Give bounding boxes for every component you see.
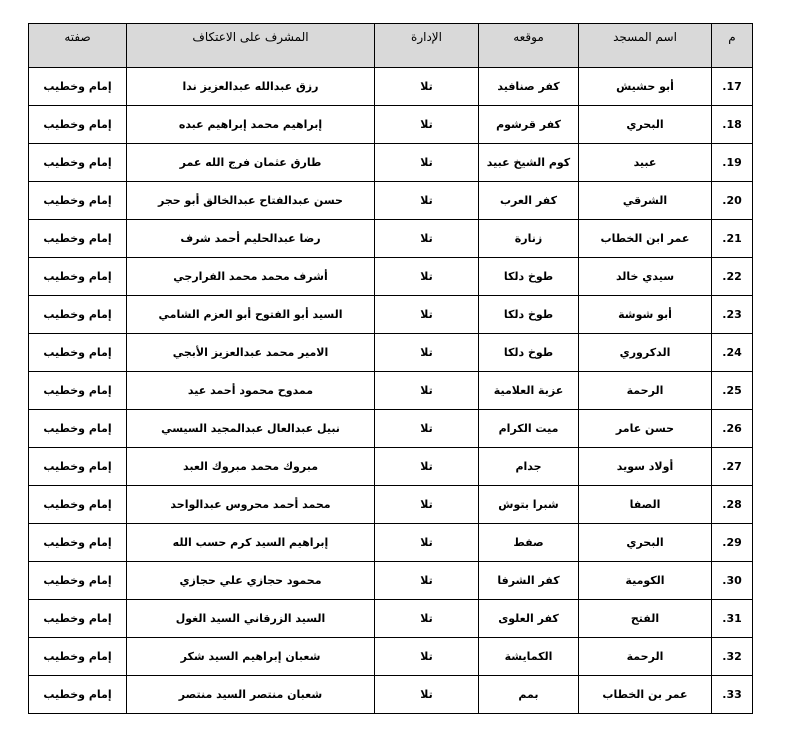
row-number: 28. <box>712 486 753 524</box>
row-number: 24. <box>712 334 753 372</box>
mosque-location: الكمايشة <box>479 638 579 676</box>
row-number: 21. <box>712 220 753 258</box>
table-row <box>29 676 753 714</box>
administration: تلا <box>375 676 479 714</box>
supervisor-role: إمام وخطيب <box>29 144 127 182</box>
mosques-table <box>28 23 753 714</box>
administration: تلا <box>375 562 479 600</box>
supervisor-name: شعبان إبراهيم السيد شكر <box>127 638 375 676</box>
supervisor-role: إمام وخطيب <box>29 106 127 144</box>
mosque-name: سيدي خالد <box>579 258 712 296</box>
mosque-location: زنارة <box>479 220 579 258</box>
row-number: 30. <box>712 562 753 600</box>
supervisor-role: إمام وخطيب <box>29 68 127 106</box>
supervisor-name: مبروك محمد مبروك العبد <box>127 448 375 486</box>
mosque-name: أبو شوشة <box>579 296 712 334</box>
row-number: 31. <box>712 600 753 638</box>
mosque-location: كفر العرب <box>479 182 579 220</box>
header-location: موقعه <box>479 24 579 68</box>
header-administration: الإدارة <box>375 24 479 68</box>
administration: تلا <box>375 638 479 676</box>
table-row <box>29 638 753 676</box>
administration: تلا <box>375 296 479 334</box>
mosque-location: بمم <box>479 676 579 714</box>
supervisor-role: إمام وخطيب <box>29 486 127 524</box>
administration: تلا <box>375 334 479 372</box>
header-num: م <box>712 24 753 68</box>
administration: تلا <box>375 486 479 524</box>
table-row <box>29 448 753 486</box>
table-row <box>29 486 753 524</box>
mosque-name: البحري <box>579 106 712 144</box>
mosque-location: كوم الشيخ عبيد <box>479 144 579 182</box>
supervisor-role: إمام وخطيب <box>29 600 127 638</box>
administration: تلا <box>375 410 479 448</box>
mosque-location: كفر صنافيد <box>479 68 579 106</box>
row-number: 18. <box>712 106 753 144</box>
row-number: 23. <box>712 296 753 334</box>
mosque-location: كفر الشرفا <box>479 562 579 600</box>
supervisor-name: السيد أبو الفتوح أبو العزم الشامي <box>127 296 375 334</box>
table-row <box>29 410 753 448</box>
supervisor-role: إمام وخطيب <box>29 258 127 296</box>
supervisor-name: رزق عبدالله عبدالعزيز ندا <box>127 68 375 106</box>
table-row <box>29 296 753 334</box>
supervisor-name: إبراهيم محمد إبراهيم عبده <box>127 106 375 144</box>
supervisor-name: محمد أحمد محروس عبدالواحد <box>127 486 375 524</box>
mosque-name: الصفا <box>579 486 712 524</box>
mosque-location: جدام <box>479 448 579 486</box>
table-header-row <box>29 24 753 68</box>
table-row <box>29 220 753 258</box>
header-mosque-name: اسم المسجد <box>579 24 712 68</box>
table-row <box>29 524 753 562</box>
mosque-location: طوخ دلكا <box>479 258 579 296</box>
supervisor-role: إمام وخطيب <box>29 638 127 676</box>
supervisor-name: نبيل عبدالعال عبدالمجيد السيسي <box>127 410 375 448</box>
row-number: 33. <box>712 676 753 714</box>
supervisor-role: إمام وخطيب <box>29 448 127 486</box>
table-row <box>29 372 753 410</box>
administration: تلا <box>375 448 479 486</box>
mosque-name: الشرقي <box>579 182 712 220</box>
mosque-name: البحري <box>579 524 712 562</box>
row-number: 29. <box>712 524 753 562</box>
supervisor-role: إمام وخطيب <box>29 410 127 448</box>
supervisor-role: إمام وخطيب <box>29 676 127 714</box>
row-number: 19. <box>712 144 753 182</box>
supervisor-role: إمام وخطيب <box>29 372 127 410</box>
table-row <box>29 182 753 220</box>
mosque-location: صفط <box>479 524 579 562</box>
mosque-name: الكومية <box>579 562 712 600</box>
table-body <box>29 68 753 714</box>
row-number: 17. <box>712 68 753 106</box>
supervisor-role: إمام وخطيب <box>29 220 127 258</box>
supervisor-name: الامير محمد عبدالعزيز الأبجي <box>127 334 375 372</box>
mosque-name: أولاد سويد <box>579 448 712 486</box>
table-row <box>29 144 753 182</box>
table-row <box>29 106 753 144</box>
mosque-name: الفتح <box>579 600 712 638</box>
mosque-name: الرحمة <box>579 372 712 410</box>
supervisor-role: إمام وخطيب <box>29 562 127 600</box>
supervisor-name: إبراهيم السيد كرم حسب الله <box>127 524 375 562</box>
mosque-name: حسن عامر <box>579 410 712 448</box>
supervisor-name: رضا عبدالحليم أحمد شرف <box>127 220 375 258</box>
table-row <box>29 334 753 372</box>
supervisor-name: ممدوح محمود أحمد عيد <box>127 372 375 410</box>
mosque-location: طوخ دلكا <box>479 334 579 372</box>
supervisor-role: إمام وخطيب <box>29 182 127 220</box>
row-number: 27. <box>712 448 753 486</box>
administration: تلا <box>375 372 479 410</box>
supervisor-role: إمام وخطيب <box>29 334 127 372</box>
supervisor-role: إمام وخطيب <box>29 296 127 334</box>
row-number: 32. <box>712 638 753 676</box>
mosque-location: عزبة العلامية <box>479 372 579 410</box>
supervisor-role: إمام وخطيب <box>29 524 127 562</box>
administration: تلا <box>375 182 479 220</box>
row-number: 20. <box>712 182 753 220</box>
mosque-name: عبيد <box>579 144 712 182</box>
administration: تلا <box>375 258 479 296</box>
supervisor-name: محمود حجازي علي حجازي <box>127 562 375 600</box>
administration: تلا <box>375 68 479 106</box>
supervisor-name: السيد الزرقاني السيد الغول <box>127 600 375 638</box>
mosque-name: الدكروري <box>579 334 712 372</box>
supervisor-name: حسن عبدالفتاح عبدالخالق أبو حجر <box>127 182 375 220</box>
mosque-location: طوخ دلكا <box>479 296 579 334</box>
header-supervisor: المشرف على الاعتكاف <box>127 24 375 68</box>
table-row <box>29 68 753 106</box>
administration: تلا <box>375 220 479 258</box>
administration: تلا <box>375 144 479 182</box>
table-row <box>29 600 753 638</box>
administration: تلا <box>375 106 479 144</box>
mosque-name: عمر ابن الخطاب <box>579 220 712 258</box>
administration: تلا <box>375 600 479 638</box>
mosque-name: عمر بن الخطاب <box>579 676 712 714</box>
mosque-location: شبرا بتوش <box>479 486 579 524</box>
supervisor-name: أشرف محمد محمد الفرارجي <box>127 258 375 296</box>
mosque-name: الرحمة <box>579 638 712 676</box>
row-number: 22. <box>712 258 753 296</box>
mosque-location: ميت الكرام <box>479 410 579 448</box>
header-role: صفته <box>29 24 127 68</box>
table-row <box>29 562 753 600</box>
table-row <box>29 258 753 296</box>
supervisor-name: طارق عثمان فرج الله عمر <box>127 144 375 182</box>
mosque-name: أبو حشيش <box>579 68 712 106</box>
supervisor-name: شعبان منتصر السيد منتصر <box>127 676 375 714</box>
mosque-location: كفر قرشوم <box>479 106 579 144</box>
row-number: 26. <box>712 410 753 448</box>
administration: تلا <box>375 524 479 562</box>
mosque-location: كفر العلوى <box>479 600 579 638</box>
row-number: 25. <box>712 372 753 410</box>
